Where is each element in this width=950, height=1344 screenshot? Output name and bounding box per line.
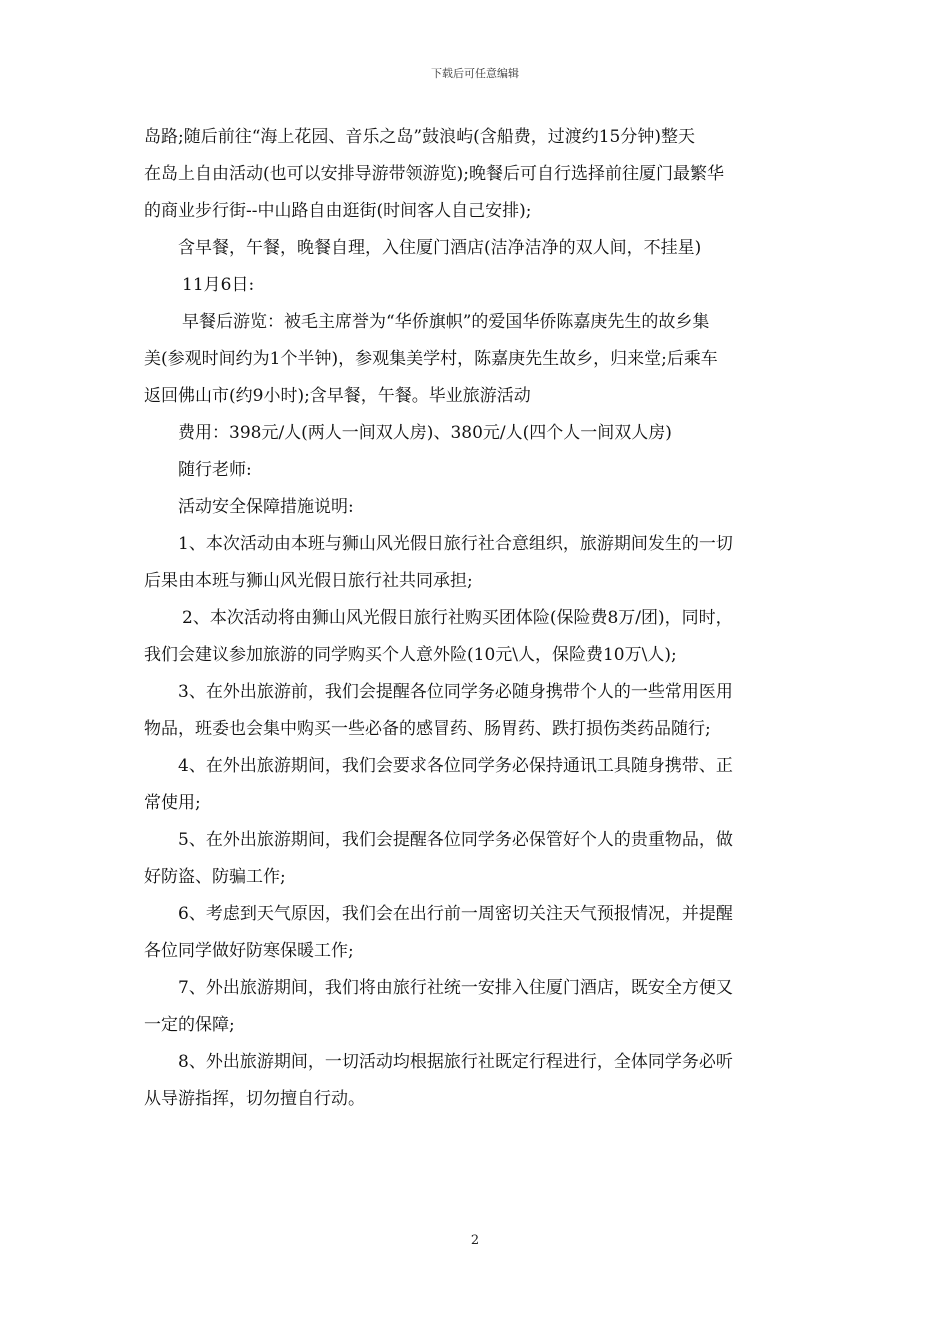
list-item-line: 7、外出旅游期间，我们将由旅行社统一安排入住厦门酒店，既安全方便又	[178, 978, 733, 998]
section-heading: 活动安全保障措施说明:	[178, 497, 354, 517]
page-header: 下载后可任意编辑	[431, 67, 519, 80]
document-body	[144, 119, 816, 1118]
paragraph-line: 含早餐，午餐，晚餐自理，入住厦门酒店(洁净洁净的双人间，不挂星)	[178, 238, 702, 258]
paragraph-line: 的商业步行街--中山路自由逛街(时间客人自己安排);	[144, 201, 532, 221]
date-heading: 11月6日:	[182, 275, 255, 295]
list-item-line: 8、外出旅游期间，一切活动均根据旅行社既定行程进行，全体同学务必听	[178, 1052, 733, 1072]
paragraph-line: 早餐后游览：被毛主席誉为“华侨旗帜”的爱国华侨陈嘉庚先生的故乡集	[182, 312, 710, 332]
list-item-line: 4、在外出旅游期间，我们会要求各位同学务必保持通讯工具随身携带、正	[178, 756, 733, 776]
list-item-line: 常使用;	[144, 793, 201, 813]
paragraph-line: 返回佛山市(约9小时);含早餐，午餐。毕业旅游活动	[144, 386, 531, 406]
list-item-line: 6、考虑到天气原因，我们会在出行前一周密切关注天气预报情况，并提醒	[178, 904, 733, 924]
list-item-line: 一定的保障;	[144, 1015, 235, 1035]
list-item-line: 各位同学做好防寒保暖工作;	[144, 941, 354, 961]
list-item-line: 3、在外出旅游前，我们会提醒各位同学务必随身携带个人的一些常用医用	[178, 682, 733, 702]
list-item-line: 好防盗、防骗工作;	[144, 867, 286, 887]
paragraph-line: 在岛上自由活动(也可以安排导游带领游览);晚餐后可自行选择前往厦门最繁华	[144, 164, 724, 184]
paragraph-line: 美(参观时间约为1个半钟)，参观集美学村，陈嘉庚先生故乡，归来堂;后乘车	[144, 349, 718, 369]
fee-line: 费用：398元/人(两人一间双人房)、380元/人(四个人一间双人房)	[178, 423, 672, 443]
teacher-line: 随行老师:	[178, 460, 252, 480]
list-item-line: 后果由本班与狮山风光假日旅行社共同承担;	[144, 571, 473, 591]
list-item-line: 物品，班委也会集中购买一些必备的感冒药、肠胃药、跌打损伤类药品随行;	[144, 719, 711, 739]
list-item-line: 从导游指挥，切勿擅自行动。	[144, 1089, 365, 1109]
list-item-line: 2、本次活动将由狮山风光假日旅行社购买团体险(保险费8万/团)，同时，	[182, 608, 733, 628]
page-number: 2	[470, 1233, 480, 1248]
list-item-line: 5、在外出旅游期间，我们会提醒各位同学务必保管好个人的贵重物品，做	[178, 830, 733, 850]
list-item-line: 我们会建议参加旅游的同学购买个人意外险(10元\人，保险费10万\人);	[144, 645, 677, 665]
list-item-line: 1、本次活动由本班与狮山风光假日旅行社合意组织，旅游期间发生的一切	[178, 534, 733, 554]
paragraph-line: 岛路;随后前往“海上花园、音乐之岛”鼓浪屿(含船费，过渡约15分钟)整天	[144, 127, 696, 147]
